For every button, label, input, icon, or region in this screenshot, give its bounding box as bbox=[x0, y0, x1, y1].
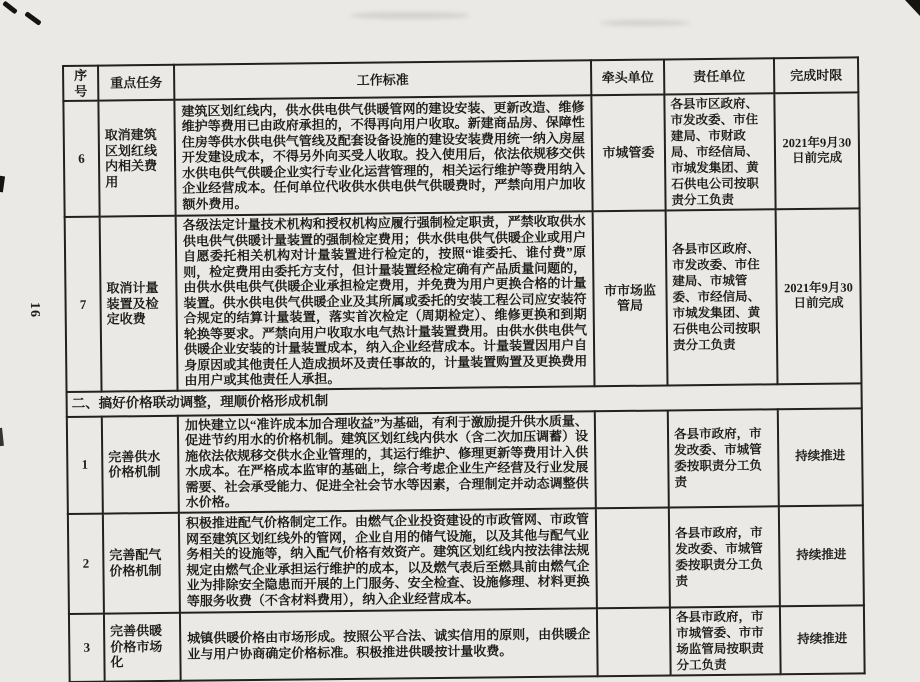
col-header-standard: 工作标准 bbox=[174, 60, 591, 100]
cell-task: 取消计量装置及检定收费 bbox=[100, 216, 178, 391]
col-header-lead: 牵头单位 bbox=[591, 59, 664, 95]
cell-task: 完善供水价格机制 bbox=[102, 415, 179, 513]
cell-deadline: 持续推进 bbox=[780, 605, 865, 674]
table-row-s2-2 bbox=[68, 505, 864, 614]
table-row-6 bbox=[63, 92, 859, 217]
scan-artifact-mark bbox=[0, 176, 5, 193]
table-row-7 bbox=[65, 208, 862, 391]
cell-standard: 加快建立以“准许成本加合理收益”为基础，有利于激励提升供水质量、促进节约用水的价格机制。建筑区划红线内供水（含二次加压调蓄）设施依法依规移交供水企业管理的，其运行维护、修理更新等费用计入供水成本。在严格成本监审的基础上，综合考虑企业生产经营及行业发展需要、社会承受能力、促进全社会节水等因素，合理制定并动态调整供水价格。 bbox=[178, 411, 596, 513]
scan-corner-artifact bbox=[905, 0, 920, 16]
cell-deadline: 2021年9月30日前完成 bbox=[776, 208, 862, 383]
cell-lead bbox=[596, 507, 670, 608]
page-number: 16 bbox=[27, 302, 42, 318]
section-title: 二、搞好价格联动调整，理顺价格形成机制 bbox=[67, 383, 862, 417]
table-row-s2-1 bbox=[67, 408, 863, 514]
cell-no: 2 bbox=[68, 513, 104, 613]
task-table bbox=[62, 56, 864, 682]
scan-artifact-mark bbox=[24, 11, 42, 26]
cell-standard: 城镇供暖价格由市场形成。按照公平合法、诚实信用的原则，由供暖企业与用户协商确定价格标准。积极推进供暖按计量收费。 bbox=[180, 608, 598, 681]
cell-deadline: 持续推进 bbox=[779, 505, 864, 606]
cell-task: 取消建筑区划红线内相关费用 bbox=[98, 100, 175, 217]
cell-standard: 建筑区划红线内，供水供电供气供暖管网的建设安装、更新改造、维修维护等费用已由政府承担的，不得再向用户收取。新建商品房、保障性住房等供水供电供气管线及配套设备设施的建设安装费用统一纳入房屋开发建设成本，不得另外向买受人收取。投入使用后，依法依规移交供水供电供气供暖企业实行专业化运营管理的，相关运行维护等费用纳入企业经营成本。任何单位代收供水供电供气供暖费时，严禁向用户加收额外费用。 bbox=[174, 95, 592, 216]
cell-lead bbox=[595, 410, 669, 508]
col-header-no: 序号 bbox=[63, 66, 98, 101]
cell-responsible: 各县市区政府、市发改委、市住建局、市城管委、市经信局、市城发集团、黄石供电公司按职责分工负责 bbox=[666, 209, 778, 385]
cell-no: 6 bbox=[63, 101, 99, 217]
scan-smudge bbox=[600, 20, 690, 26]
cell-responsible: 各县市政府，市发改委、市城管委按职责分工负责 bbox=[669, 506, 780, 607]
cell-deadline: 2021年9月30日前完成 bbox=[774, 92, 859, 209]
cell-responsible: 各县市政府，市市城管委、市市场监管局按职责分工负责 bbox=[670, 606, 781, 675]
cell-no: 1 bbox=[67, 416, 103, 513]
scan-artifact-mark bbox=[0, 428, 4, 446]
cell-lead bbox=[597, 607, 671, 676]
cell-task: 完善供暖价格市场化 bbox=[104, 612, 181, 681]
cell-deadline: 持续推进 bbox=[778, 408, 863, 506]
col-header-task: 重点任务 bbox=[98, 65, 174, 101]
cell-standard: 积极推进配气价格制定工作。由燃气企业投资建设的市政管网、市政管网至建筑区划红线外的管网，企业自用的储气设施，以及其他与配气业务相关的设施等，纳入配气价格有效资产。建筑区划红线内按法律法规规定由燃气企业承担运行维护的成本，以及燃气表后至燃具前由燃气企业为排除安全隐患而开展的上门服务、安全检查、设施修理、材料更换等服务收费（不含材料费用），纳入企业经营成本。 bbox=[179, 508, 597, 613]
cell-lead: 市城管委 bbox=[591, 94, 665, 211]
scan-smudge bbox=[350, 12, 470, 19]
cell-responsible: 各县市区政府、市发改委、市住建局、市财政局、市经信局、市城发集团、黄石供电公司按职责分工负责 bbox=[664, 93, 775, 210]
col-header-deadline: 完成时限 bbox=[774, 57, 858, 93]
cell-lead: 市市场监管局 bbox=[593, 210, 668, 385]
cell-task: 完善配气价格机制 bbox=[103, 512, 180, 613]
scan-artifact-mark bbox=[2, 1, 18, 15]
cell-no: 7 bbox=[65, 217, 102, 392]
work-standards-table bbox=[62, 56, 866, 682]
table-row-s2-3 bbox=[69, 605, 865, 682]
cell-standard: 各级法定计量技术机构和授权机构应履行强制检定职责，严禁收取供水供电供气供暖计量装置的强制检定费用；供水供电供气供暖企业或用户自愿委托相关机构对计量装置进行检定的，按照“谁委托、谁付费”原则，检定费用由委托方支付，但计量装置经检定确有产品质量问题的，由供水供电供气供暖企业承担检定费用，并免费为用户更换合格的计量装置。供水供电供气供暖企业及其所属或委托的安装工程公司应安装符合规定的结算计量装置，落实首次检定（周期检定）、维修更换和到期轮换等要求。严禁向用户收取水电气热计量装置费用。由供水供电供气供暖企业安装的计量装置成本，纳入企业经营成本。计量装置因用户自身原因或其他责任人造成损坏及责任事故的，计量装置购置及更换费用由用户或其他责任人承担。 bbox=[176, 211, 595, 390]
cell-no: 3 bbox=[69, 613, 105, 681]
cell-responsible: 各县市政府，市发改委、市城管委按职责分工负责 bbox=[668, 409, 779, 507]
col-header-responsible: 责任单位 bbox=[664, 58, 774, 94]
